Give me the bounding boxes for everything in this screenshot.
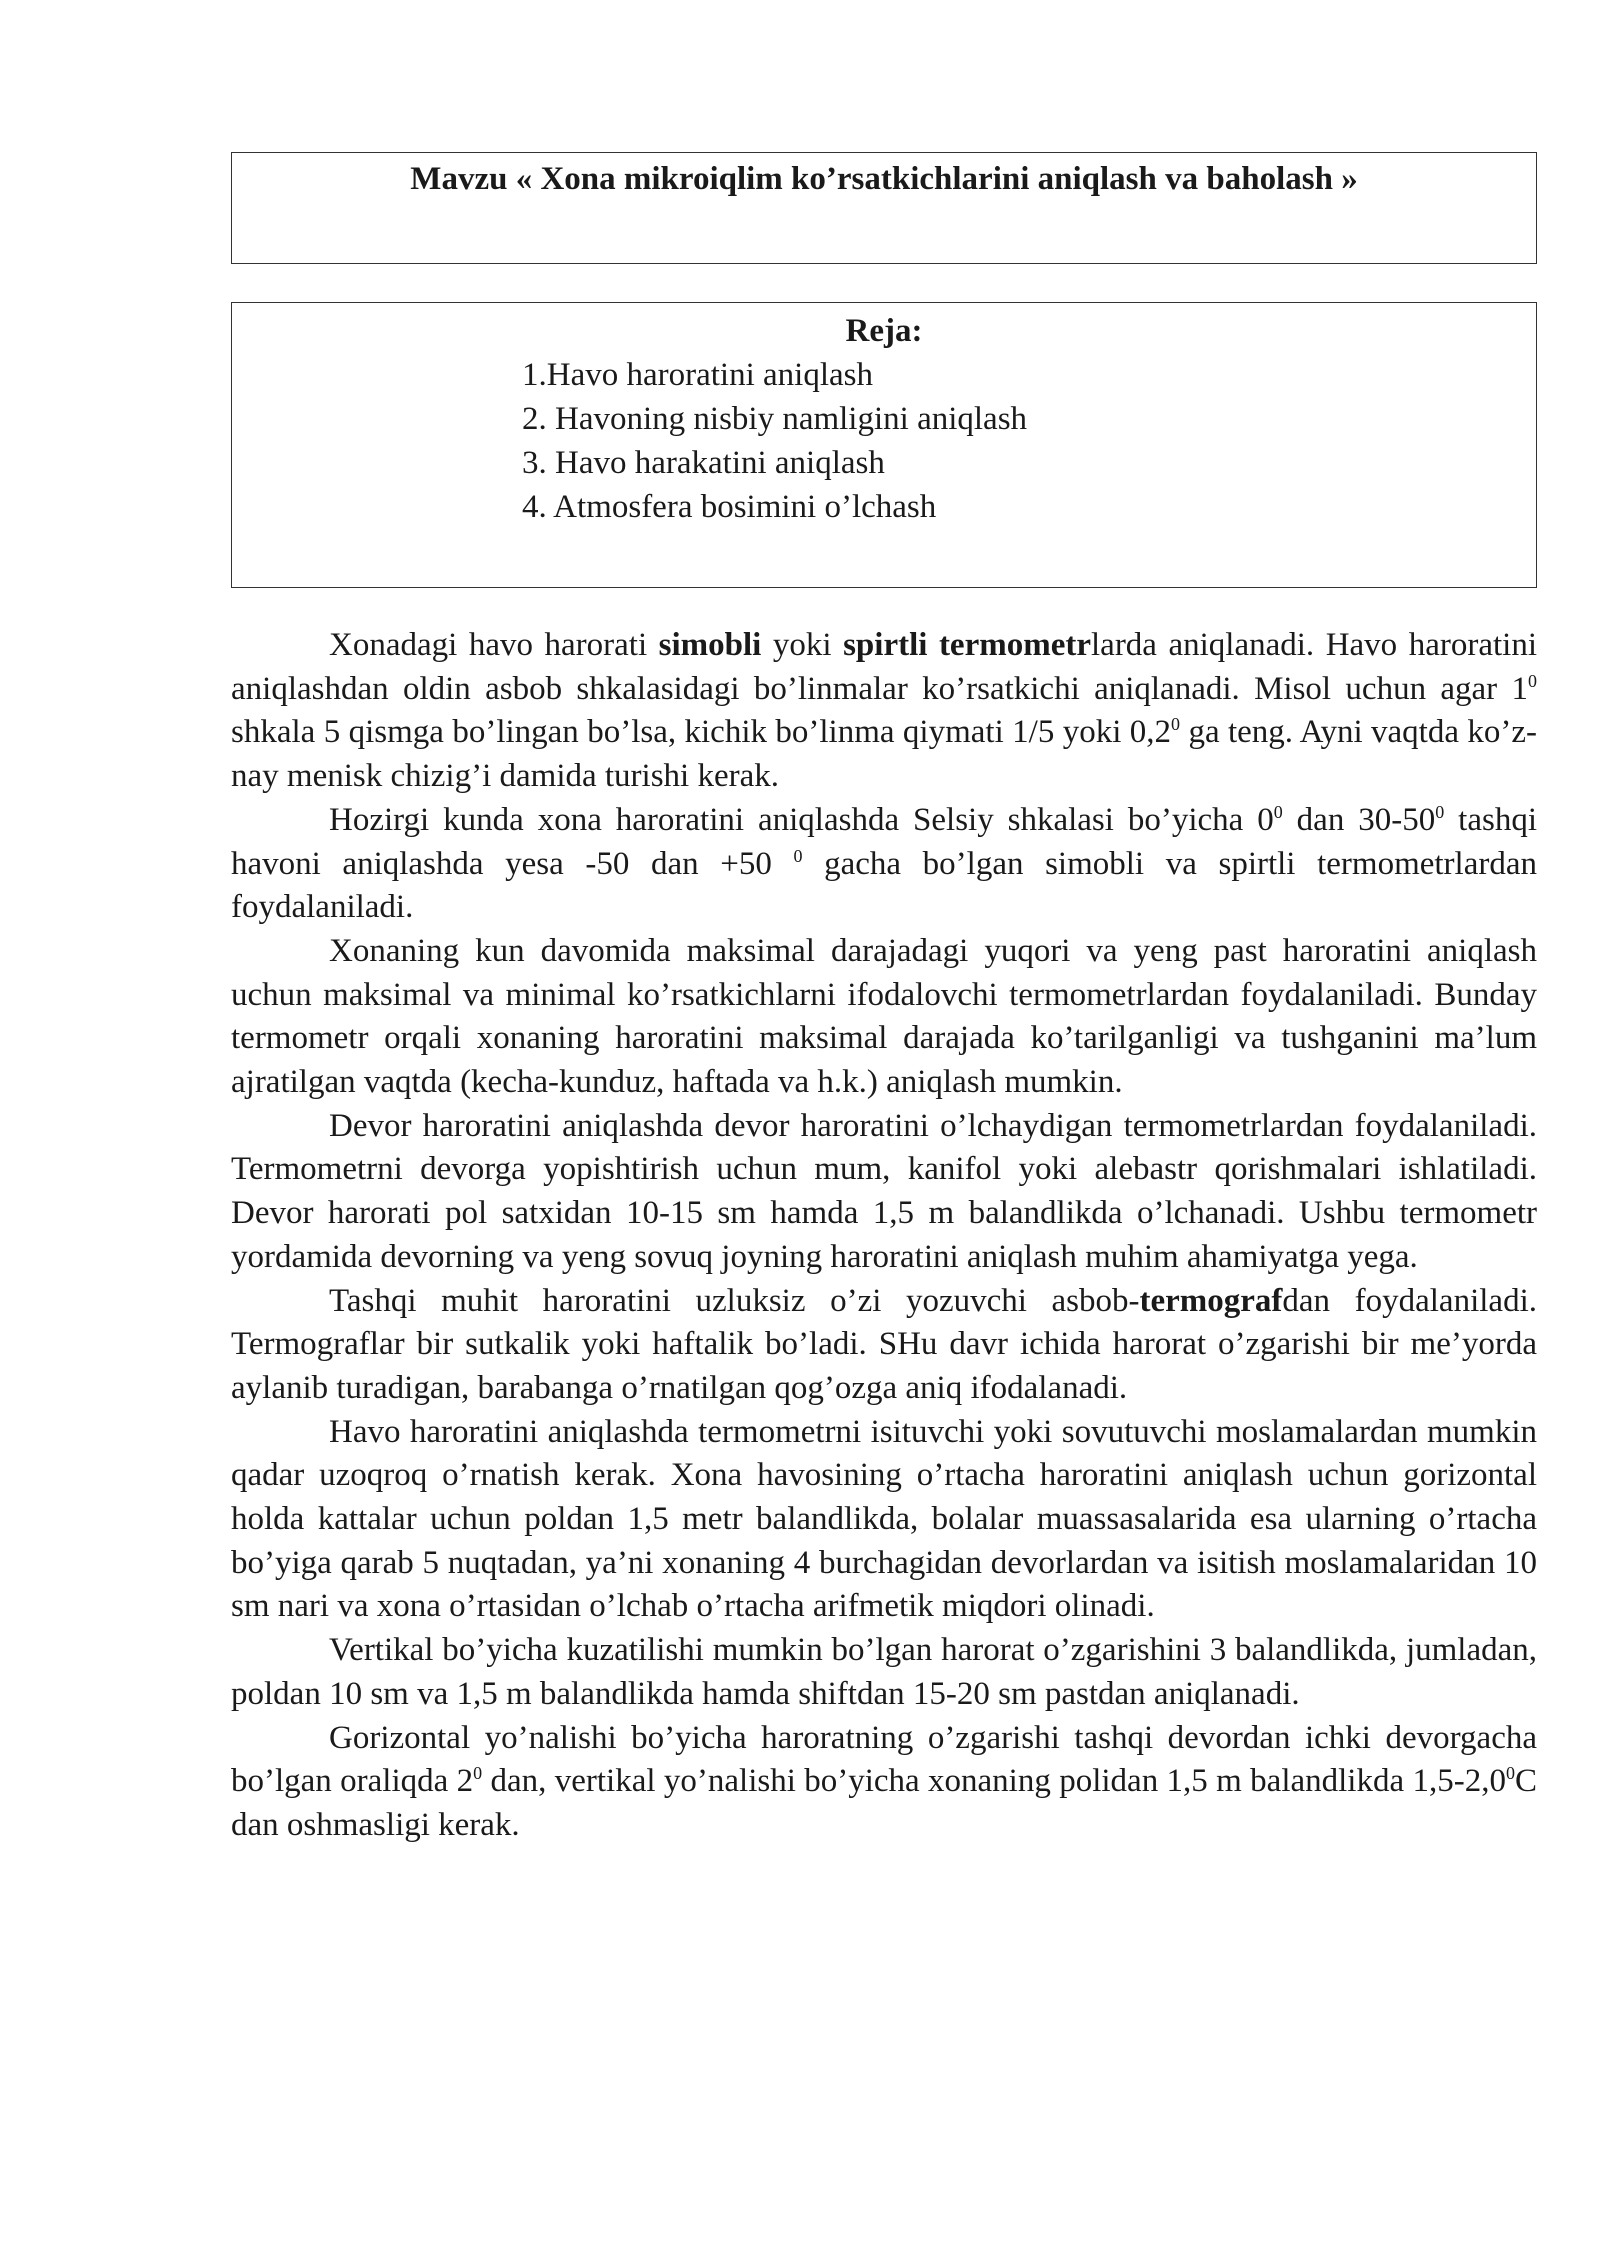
text-run: gacha bo’lgan simobli va spirtli termometrlardan foydalaniladi. — [231, 845, 1537, 926]
paragraph-5 — [231, 1280, 1537, 1411]
plan-item: 4. Atmosfera bosimini o’lchash — [522, 489, 937, 525]
text-run: Hozirgi kunda xona haroratini aniqlashda Selsiy shkalasi bo’yicha 0 — [329, 801, 1274, 838]
plan-box — [231, 302, 1537, 588]
degree-sup: 0 — [793, 845, 803, 866]
paragraph-2 — [231, 799, 1537, 930]
plan-heading: Reja: — [845, 313, 923, 349]
bold-term: spirtli termometr — [843, 627, 1091, 663]
degree-sup: 0 — [1435, 801, 1445, 822]
document-page — [231, 152, 1537, 1848]
text-run: tashqi havoni aniqlashda yesa -50 dan +50 — [231, 801, 1538, 882]
text-run: dan 30-50 — [1282, 801, 1436, 838]
paragraph-1 — [231, 624, 1537, 799]
text-run: dan foydalaniladi. Termograflar bir sutkalik yoki haftalik bo’ladi. SHu davr ichida harorat o’zgarishi bir me’yorda aylanib turadigan, barabanga o’rnatilgan qog’ozga aniq ifodalanadi. — [231, 1282, 1537, 1406]
document-body — [231, 624, 1537, 1848]
bold-term: termograf — [1139, 1282, 1283, 1319]
paragraph-6: Havo haroratini aniqlashda termometrni isituvchi yoki sovutuvchi moslamalardan mumkin qadar uzoqroq o’rnatish kerak. Xona havosining o’rtacha haroratini aniqlash uchun gorizontal holda kattalar uchun poldan 1,5 metr balandlikda, bolalar muassasalarida esa ularning o’rtacha bo’yiga qarab 5 nuqtadan, ya’ni xonaning 4 burchagidan devorlardan va isitish moslamalaridan 10 sm nari va xona o’rtasidan o’lchab o’rtacha arifmetik miqdori olinadi. — [231, 1413, 1537, 1625]
text-run: yoki — [761, 627, 844, 663]
degree-sup: 0 — [1528, 670, 1537, 691]
text-run: Xonadagi havo harorati — [329, 627, 659, 663]
degree-sup: 0 — [1505, 1763, 1515, 1784]
text-run: shkala 5 qismga bo’lingan bo’lsa, kichik bo’linma qiymati 1/5 yoki 0,2 — [231, 714, 1172, 751]
document-title: Mavzu « Xona mikroiqlim ko’rsatkichlarini aniqlash va baholash » — [410, 161, 1358, 197]
degree-sup: 0 — [1273, 801, 1283, 822]
plan-list — [232, 353, 1536, 529]
text-run: dan, vertikal yo’nalishi bo’yicha xonaning polidan 1,5 m balandlikda 1,5-2,0 — [482, 1763, 1506, 1800]
plan-item: 2. Havoning nisbiy namligini aniqlash — [522, 401, 1028, 437]
text-run: Gorizontal yo’nalishi bo’yicha haroratning o’zgarishi tashqi devordan ichki devorgacha bo’lgan oraliqda 2 — [231, 1719, 1537, 1800]
text-run: ga teng. Ayni vaqtda ko’z-nay menisk chizig’i damida turishi kerak. — [231, 714, 1537, 795]
paragraph-4: Devor haroratini aniqlashda devor haroratini o’lchaydigan termometrlardan foydalaniladi. Termometrni devorga yopishtirish uchun mum, kanifol yoki alebastr qorishmalari ishlatiladi. Devor harorati pol satxidan 10-15 sm hamda 1,5 m balandlikda o’lchanadi. Ushbu termometr yordamida devorning va yeng sovuq joyning haroratini aniqlash muhim ahamiyatga yega. — [231, 1107, 1537, 1275]
plan-item: 3. Havo harakatini aniqlash — [522, 445, 885, 481]
paragraph-3: Xonaning kun davomida maksimal darajadagi yuqori va yeng past haroratini aniqlash uchun maksimal va minimal ko’rsatkichlarni ifodalovchi termometrlardan foydalaniladi. Bunday termometr orqali xonaning haroratini maksimal darajada ko’tarilganligi va tushganini ma’lum ajratilgan vaqtda (kecha-kunduz, haftada va h.k.) aniqlash mumkin. — [231, 932, 1537, 1101]
title-box — [231, 152, 1537, 264]
degree-sup: 0 — [473, 1763, 483, 1784]
text-run: Tashqi muhit haroratini uzluksiz o’zi yozuvchi asbob- — [329, 1282, 1140, 1319]
bold-term: simobli — [658, 627, 762, 663]
paragraph-8 — [231, 1717, 1537, 1848]
degree-sup: 0 — [1171, 714, 1181, 735]
text-run: larda aniqlanadi. Havo haroratini aniqlashdan oldin asbob shkalasidagi bo’linmalar ko’rsatkichi aniqlanadi. Misol uchun agar 1 — [231, 627, 1537, 707]
plan-item: 1.Havo haroratini aniqlash — [522, 357, 873, 393]
text-run: C dan oshmasligi kerak. — [231, 1763, 1537, 1843]
paragraph-7: Vertikal bo’yicha kuzatilishi mumkin bo’lgan harorat o’zgarishini 3 balandlikda, jumladan, poldan 10 sm va 1,5 m balandlikda hamda shiftdan 15-20 sm pastdan aniqlanadi. — [231, 1632, 1537, 1712]
